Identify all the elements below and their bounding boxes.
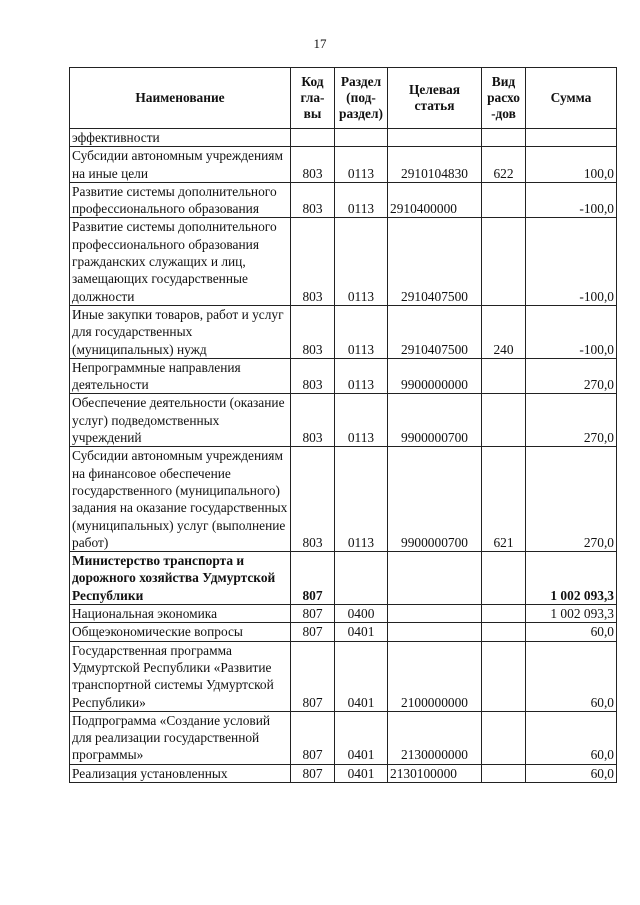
cell-razdel: 0401 bbox=[335, 623, 388, 641]
cell-kod: 803 bbox=[291, 394, 335, 447]
header-vid bbox=[482, 68, 526, 129]
table-row bbox=[70, 358, 617, 394]
cell-summa: -100,0 bbox=[526, 218, 617, 305]
cell-summa: 270,0 bbox=[526, 394, 617, 447]
cell-summa: 60,0 bbox=[526, 623, 617, 641]
cell-name: Национальная экономика bbox=[70, 605, 291, 623]
header-name: Наименование bbox=[70, 68, 291, 129]
header-kod-line2: гла- bbox=[300, 90, 325, 105]
cell-vid bbox=[482, 182, 526, 218]
table-row bbox=[70, 605, 617, 623]
cell-name: Обеспечение деятельности (оказание услуг) подведомственных учреждений bbox=[70, 394, 291, 447]
cell-summa: 270,0 bbox=[526, 358, 617, 394]
cell-vid bbox=[482, 641, 526, 711]
cell-name: Субсидии автономным учреждениям на иные цели bbox=[70, 147, 291, 183]
cell-summa: 60,0 bbox=[526, 764, 617, 782]
cell-vid bbox=[482, 218, 526, 305]
cell-summa: -100,0 bbox=[526, 305, 617, 358]
cell-kod: 803 bbox=[291, 218, 335, 305]
cell-kod: 803 bbox=[291, 447, 335, 552]
cell-statya bbox=[388, 552, 482, 605]
header-summa: Сумма bbox=[526, 68, 617, 129]
cell-statya: 2100000000 bbox=[388, 641, 482, 711]
cell-summa: -100,0 bbox=[526, 182, 617, 218]
cell-statya: 2130000000 bbox=[388, 711, 482, 764]
cell-statya: 2130100000 bbox=[388, 764, 482, 782]
cell-vid bbox=[482, 394, 526, 447]
cell-statya: 2910104830 bbox=[388, 147, 482, 183]
cell-razdel bbox=[335, 129, 388, 147]
cell-statya: 9900000700 bbox=[388, 447, 482, 552]
cell-razdel: 0401 bbox=[335, 641, 388, 711]
cell-razdel: 0113 bbox=[335, 147, 388, 183]
table-header-row bbox=[70, 68, 617, 129]
cell-kod: 807 bbox=[291, 623, 335, 641]
cell-vid bbox=[482, 711, 526, 764]
table-row bbox=[70, 623, 617, 641]
table-row bbox=[70, 764, 617, 782]
cell-name: Министерство транспорта и дорожного хозяйства Удмуртской Республики bbox=[70, 552, 291, 605]
header-celevaya-line1: Целевая bbox=[409, 82, 460, 97]
cell-vid bbox=[482, 552, 526, 605]
cell-vid bbox=[482, 129, 526, 147]
table-row bbox=[70, 182, 617, 218]
cell-razdel: 0113 bbox=[335, 447, 388, 552]
table-row bbox=[70, 129, 617, 147]
cell-razdel: 0113 bbox=[335, 358, 388, 394]
cell-razdel: 0113 bbox=[335, 394, 388, 447]
table-row bbox=[70, 305, 617, 358]
cell-kod: 803 bbox=[291, 358, 335, 394]
cell-vid: 621 bbox=[482, 447, 526, 552]
cell-statya bbox=[388, 605, 482, 623]
budget-table bbox=[69, 67, 617, 783]
cell-kod: 807 bbox=[291, 641, 335, 711]
cell-razdel: 0113 bbox=[335, 305, 388, 358]
header-kod-line3: вы bbox=[303, 106, 322, 121]
cell-name: Подпрограмма «Создание условий для реализации государственной программы» bbox=[70, 711, 291, 764]
table-row bbox=[70, 711, 617, 764]
cell-summa: 1 002 093,3 bbox=[526, 552, 617, 605]
cell-summa: 1 002 093,3 bbox=[526, 605, 617, 623]
cell-name: Развитие системы дополнительного профессионального образования bbox=[70, 182, 291, 218]
header-vid-line1: Вид bbox=[491, 74, 516, 89]
cell-kod bbox=[291, 129, 335, 147]
cell-kod: 807 bbox=[291, 552, 335, 605]
cell-summa: 60,0 bbox=[526, 711, 617, 764]
header-celevaya bbox=[388, 68, 482, 129]
cell-summa: 270,0 bbox=[526, 447, 617, 552]
cell-razdel: 0113 bbox=[335, 182, 388, 218]
cell-razdel: 0400 bbox=[335, 605, 388, 623]
header-razdel-line2: (под- bbox=[346, 90, 376, 105]
cell-summa: 100,0 bbox=[526, 147, 617, 183]
cell-name: Непрограммные направления деятельности bbox=[70, 358, 291, 394]
header-vid-line3: -дов bbox=[491, 106, 516, 121]
cell-statya bbox=[388, 129, 482, 147]
cell-kod: 807 bbox=[291, 764, 335, 782]
page-number: 17 bbox=[313, 36, 327, 51]
cell-vid bbox=[482, 764, 526, 782]
table-row bbox=[70, 218, 617, 305]
cell-razdel bbox=[335, 552, 388, 605]
header-razdel-line3: раздел) bbox=[339, 106, 383, 121]
cell-vid bbox=[482, 358, 526, 394]
header-kod-line1: Код bbox=[301, 74, 324, 89]
cell-name: Иные закупки товаров, работ и услуг для государственных (муниципальных) нужд bbox=[70, 305, 291, 358]
header-kod bbox=[291, 68, 335, 129]
header-vid-line2: расхо bbox=[487, 90, 520, 105]
cell-vid bbox=[482, 623, 526, 641]
cell-razdel: 0401 bbox=[335, 764, 388, 782]
cell-vid: 622 bbox=[482, 147, 526, 183]
cell-statya: 9900000000 bbox=[388, 358, 482, 394]
header-razdel bbox=[335, 68, 388, 129]
cell-summa: 60,0 bbox=[526, 641, 617, 711]
cell-kod: 803 bbox=[291, 147, 335, 183]
cell-vid bbox=[482, 605, 526, 623]
cell-name: Государственная программа Удмуртской Республики «Развитие транспортной системы Удмуртской Республики» bbox=[70, 641, 291, 711]
table-row bbox=[70, 447, 617, 552]
cell-name: эффективности bbox=[70, 129, 291, 147]
table-row bbox=[70, 641, 617, 711]
cell-name: Реализация установленных bbox=[70, 764, 291, 782]
cell-statya: 2910407500 bbox=[388, 305, 482, 358]
cell-razdel: 0401 bbox=[335, 711, 388, 764]
table-row bbox=[70, 394, 617, 447]
table-row bbox=[70, 552, 617, 605]
cell-kod: 803 bbox=[291, 182, 335, 218]
cell-vid: 240 bbox=[482, 305, 526, 358]
cell-statya: 9900000700 bbox=[388, 394, 482, 447]
cell-name: Субсидии автономным учреждениям на финансовое обеспечение государственного (муниципального) задания на оказание государственных (муниципальных) услуг (выполнение работ) bbox=[70, 447, 291, 552]
table-row bbox=[70, 147, 617, 183]
cell-summa bbox=[526, 129, 617, 147]
header-celevaya-line2: статья bbox=[414, 98, 455, 113]
cell-kod: 807 bbox=[291, 711, 335, 764]
cell-kod: 807 bbox=[291, 605, 335, 623]
cell-name: Развитие системы дополнительного профессионального образования гражданских служащих и лиц, замещающих государственные должности bbox=[70, 218, 291, 305]
cell-statya: 2910400000 bbox=[388, 182, 482, 218]
cell-kod: 803 bbox=[291, 305, 335, 358]
header-razdel-line1: Раздел bbox=[340, 74, 382, 89]
cell-name: Общеэкономические вопросы bbox=[70, 623, 291, 641]
cell-statya bbox=[388, 623, 482, 641]
cell-statya: 2910407500 bbox=[388, 218, 482, 305]
cell-razdel: 0113 bbox=[335, 218, 388, 305]
